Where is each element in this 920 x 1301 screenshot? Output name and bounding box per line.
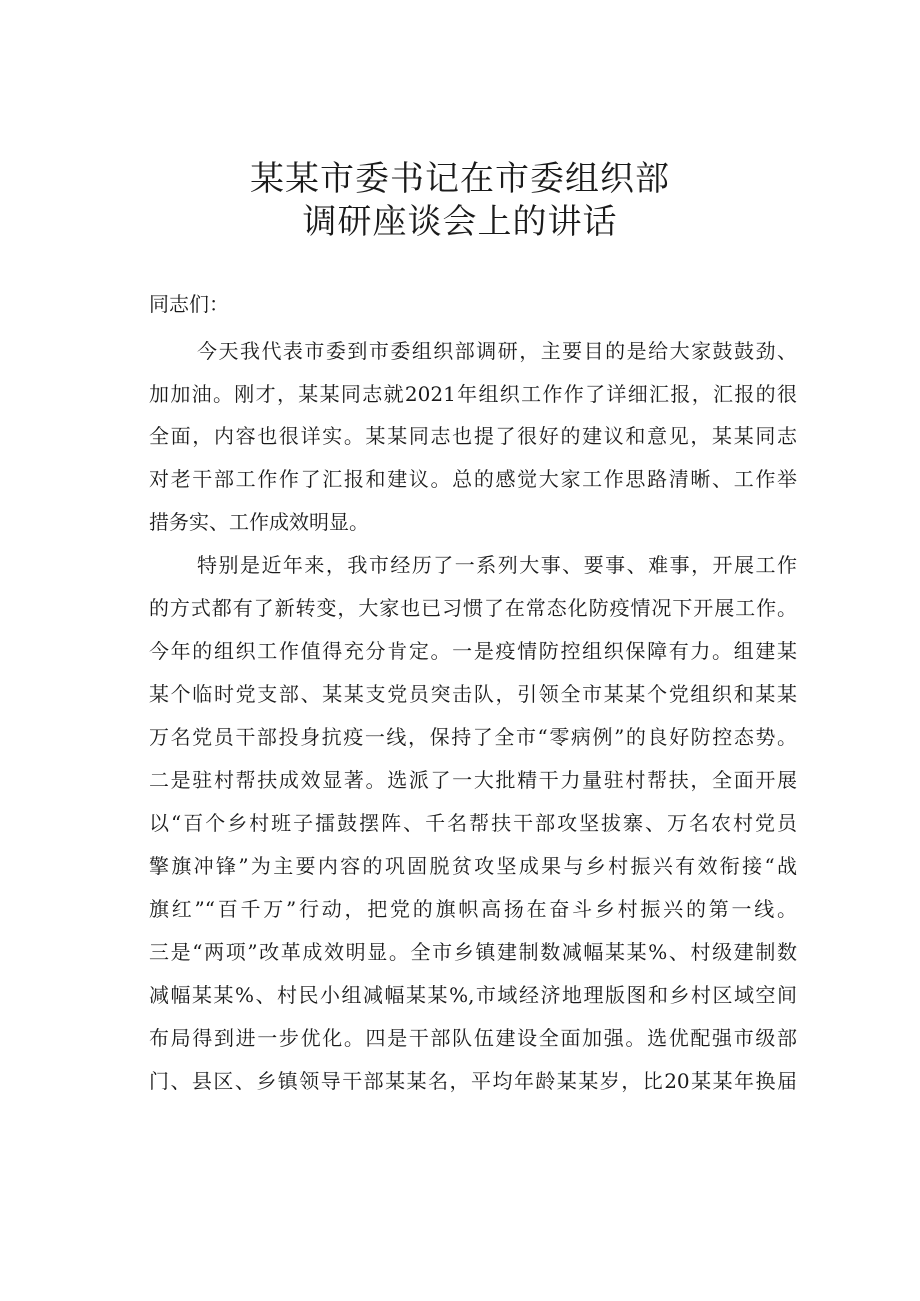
- paragraph-2-line: 旗红”“百千万”行动，把党的旗帜高扬在奋斗乡村振兴的第一线。: [149, 897, 797, 921]
- paragraph-2-line: 擎旗冲锋”为主要内容的巩固脱贫攻坚成果与乡村振兴有效衔接“战: [149, 854, 797, 878]
- paragraph-2-line: 二是驻村帮扶成效显著。选派了一大批精干力量驻村帮扶，全面开展: [149, 768, 797, 792]
- paragraph-2-line: 万名党员干部投身抗疫一线，保持了全市“零病例”的良好防控态势。: [149, 725, 797, 749]
- paragraph-1-line: 措务实、工作成效明显。: [149, 510, 369, 534]
- paragraph-1-line: 加加油。刚才，某某同志就2021年组织工作作了详细汇报，汇报的很: [149, 382, 797, 406]
- paragraph-2-line: 三是“两项”改革成效明显。全市乡镇建制数减幅某某%、村级建制数: [149, 940, 797, 964]
- paragraph-2-line: 特别是近年来，我市经历了一系列大事、要事、难事，开展工作: [197, 553, 797, 577]
- paragraph-2-line: 今年的组织工作值得充分肯定。一是疫情防控组织保障有力。组建某: [149, 639, 797, 663]
- paragraph-2-line: 门、县区、乡镇领导干部某某名，平均年龄某某岁，比20某某年换届: [149, 1069, 797, 1093]
- paragraph-2-line: 减幅某某%、村民小组减幅某某%,市域经济地理版图和乡村区域空间: [149, 983, 797, 1007]
- paragraph-1-line: 全面，内容也很详实。某某同志也提了很好的建议和意见，某某同志: [149, 424, 797, 448]
- paragraph-2-line: 的方式都有了新转变，大家也已习惯了在常态化防疫情况下开展工作。: [149, 596, 797, 620]
- paragraph-1-line: 对老干部工作作了汇报和建议。总的感觉大家工作思路清晰、工作举: [149, 467, 797, 491]
- paragraph-2-line: 以“百个乡村班子擂鼓摆阵、千名帮扶干部攻坚拔寨、万名农村党员: [149, 811, 797, 835]
- paragraph-1-line: 今天我代表市委到市委组织部调研，主要目的是给大家鼓鼓劲、: [197, 339, 797, 363]
- document-title-line-1: 某某市委书记在市委组织部: [250, 159, 670, 199]
- document-title-line-2: 调研座谈会上的讲话: [302, 202, 618, 242]
- paragraph-2-line: 布局得到进一步优化。四是干部队伍建设全面加强。选优配强市级部: [149, 1026, 797, 1050]
- paragraph-2-line: 某个临时党支部、某某支党员突击队，引领全市某某个党组织和某某: [149, 682, 797, 706]
- salutation: 同志们：: [149, 292, 229, 316]
